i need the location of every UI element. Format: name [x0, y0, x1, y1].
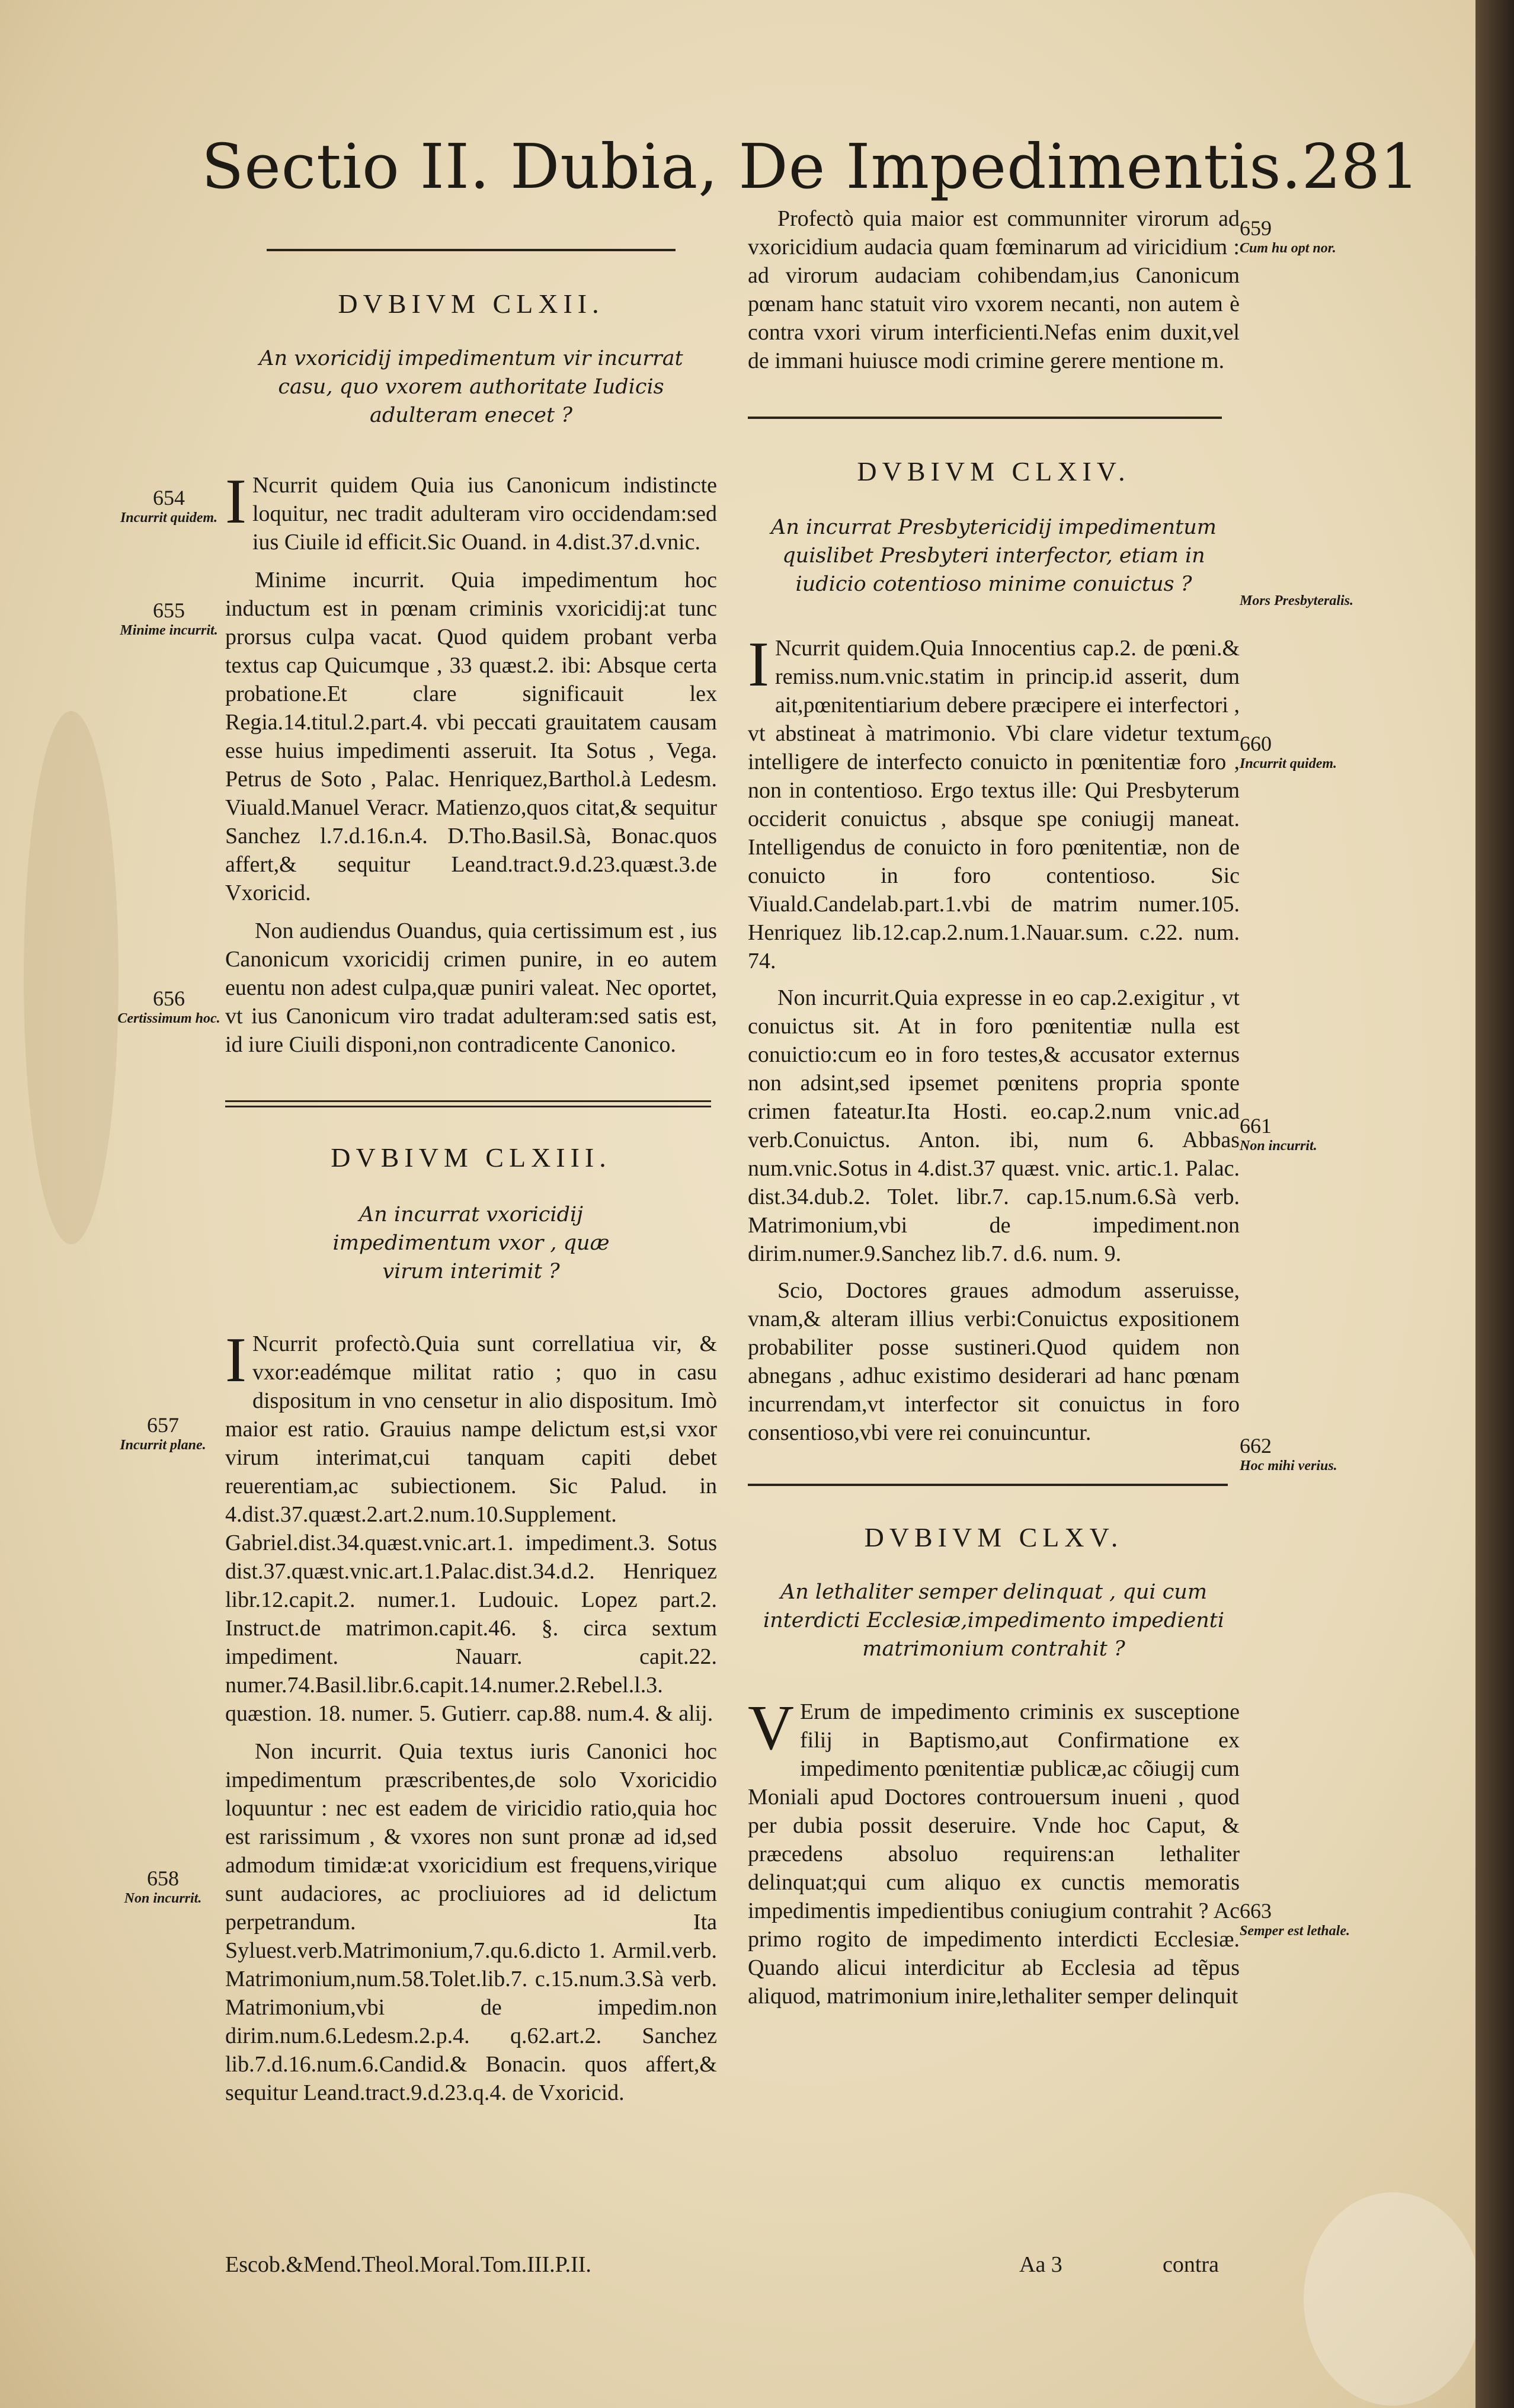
dubium-heading: DVBIVM CLXIII.	[331, 1142, 612, 1173]
dubium-164	[748, 456, 1240, 1447]
drop-cap: V	[748, 1693, 794, 1763]
book-edge	[1475, 0, 1514, 2408]
margin-note: 663 Semper est lethale.	[1240, 1899, 1350, 1939]
margin-note: 658 Non incurrit.	[124, 1866, 202, 1906]
dubium-question: An incurrat Presbytericidij impedimentum quislibet Presbyteri interfector, etiam in iudicio cotentioso minime conuictus ?	[771, 515, 1217, 596]
dubium-body	[225, 466, 717, 1059]
section-rule	[748, 417, 1222, 419]
margin-note: 662 Hoc mihi verius.	[1240, 1434, 1337, 1474]
paragraph: Erum de impedimento criminis ex susceptione filij in Baptismo,aut Confirmatione ex impedimento pœnitentiæ publicæ,ac cõiugij cum Moniali apud Doctores controuersum inueni , quod per dubia possit deseruire. Vnde hoc Caput, & præcedens absoluo requirens:an lethaliter delinquat;qui cum aliquo ex cunctis memoratis impedimentis impedientibus coniugium contrahit ? Ac primo rogito de impedimento interdicti Ecclesiæ. Quando alicui interdicitur ab Ecclesia ad tẽpus aliquod, matrimonium inire,lethaliter semper delinquit	[748, 1699, 1240, 2009]
left-column	[225, 231, 717, 2107]
margin-note: 660 Incurrit quidem.	[1240, 732, 1337, 771]
drop-cap: I	[225, 1325, 247, 1395]
margin-note: 655 Minime incurrit.	[120, 598, 218, 638]
drop-cap: I	[748, 629, 769, 700]
drop-cap: I	[225, 466, 247, 537]
paragraph: Non incurrit. Quia textus iuris Canonici hoc impedimentum præscribentes,de solo Vxoricidio loquuntur : nec est eadem de viricidio ratio,quia hoc est rarissimum , & vxores non sunt pronæ ad id,sed admodum timidæ:at vxoricidium est frequens,virique sunt audaciores, ac procliuiores ad id delictum perpetrandum. Ita Syluest.verb.Matrimonium,7.qu.6.dicto 1. Armil.verb. Matrimonium,num.58.Tolet.lib.7. c.15.num.3.Sà verb. Matrimonium,vbi de impedim.non dirim.num.6.Ledesm.2.p.4. q.62.art.2. Sanchez lib.7.d.16.num.6.Candid.& Bonacin. quos affert,& sequitur Leand.tract.9.d.23.q.4. de Vxoricid.	[225, 1739, 717, 2105]
paragraph: Minime incurrit. Quia impedimentum hoc inductum est in pœnam criminis vxoricidij:at tunc prorsus culpa vacat. Quod quidem probant verba textus cap Quicumque , 33 quæst.2. ibi: Absque certa probatione.Et clare significauit lex Regia.14.titul.2.part.4. vbi peccati grauitatem causam esse huius impedimenti asseruit. Ita Sotus , Vega. Petrus de Soto , Palac. Henriquez,Barthol.à Ledesm. Viuald.Manuel Veracr. Matienzo,quos citat,& sequitur Sanchez l.7.d.16.n.4. D.Tho.Basil.Sà, Bonac.quos affert,& sequitur Leand.tract.9.d.23.quæst.3.de Vxoricid.	[225, 568, 717, 905]
paragraph: Profectò quia maior est communniter virorum ad vxoricidium audacia quam fœminarum ad viricidium : ad virorum audaciam cohibendam,ius Canonicum pœnam hanc statuit viro vxorem necanti, non autem è contra vxori virum interficienti.Nefas enim duxit,vel de immani huiusce modi crimine gerere mentione m.	[748, 206, 1240, 373]
dubium-body	[748, 629, 1240, 1447]
catchword: contra	[1163, 2252, 1219, 2277]
dubium-heading: DVBIVM CLXIV.	[857, 456, 1131, 486]
section-rule	[267, 249, 676, 251]
paragraph: Non audiendus Ouandus, quia certissimum est , ius Canonicum vxoricidij crimen punire, in eo autem euentu non adest culpa,quæ puniri valeat. Nec oportet, vt ius Canonicum viro tradat adulteram:sed satis est, id iure Ciuili disponi,non contradicente Canonico.	[225, 918, 717, 1057]
margin-note: Mors Presbyteralis.	[1240, 593, 1353, 609]
signature-mark: Aa 3	[1019, 2252, 1062, 2277]
dubium-question: An vxoricidij impedimentum vir incurrat casu, quo vxorem authoritate Iudicis adulteram enecet ?	[259, 347, 683, 427]
margin-note: 654 Incurrit quidem.	[120, 486, 218, 526]
margin-note: 656 Certissimum hoc.	[117, 987, 220, 1026]
dubium-question: An lethaliter semper delinquat , qui cum interdicti Ecclesiæ,impedimento impedienti matrimonium contrahit ?	[763, 1580, 1225, 1661]
margin-note: 659 Cum hu opt nor.	[1240, 216, 1336, 256]
paragraph: Ncurrit profectò.Quia sunt correllatiua vir, & vxor:eadémque militat ratio ; quo in casu dispositum in vno censetur in alio dispositum. Imò maior est ratio. Grauius nampe delictum est,si vxor virum interimat,cui tanquam capiti debet reuerentiam,ac subiectionem. Sic Palud. in 4.dist.37.quæst.2.art.2.num.10.Supplement. Gabriel.dist.34.quæst.vnic.art.1. impediment.3. Sotus dist.37.quæst.vnic.art.1.Palac.dist.34.d.2. Henriquez libr.12.capit.2. numer.1. Ludouic. Lopez part.2. Instruct.de matrimon.capit.46. §. circa sextum impediment. Nauarr. capit.22. numer.74.Basil.libr.6.capit.14.numer.2.Rebel.l.3. quæstion. 18. numer. 5. Gutierr. cap.88. num.4. & alij.	[225, 1331, 717, 1726]
dubium-body	[225, 1325, 717, 2107]
right-column	[748, 204, 1240, 2010]
dubium-heading: DVBIVM CLXII.	[338, 289, 604, 319]
paragraph: Scio, Doctores graues admodum asseruisse, vnam,& alteram illius verbi:Conuictus expositionem probabiliter posse sustineri.Quod quidem non abnegans , adhuc existimo desiderari ad hanc pœnam incurrendam,vt interfector sit conuictus in foro consentioso,vbi vere rei conuincuntur.	[748, 1278, 1240, 1445]
footer-imprint: Escob.&Mend.Theol.Moral.Tom.III.P.II.	[225, 2252, 591, 2277]
dubium-165	[748, 1522, 1240, 2010]
dubium-163	[225, 1142, 717, 2107]
page-number: 281	[1301, 130, 1420, 203]
dubium-question: An incurrat vxoricidij impedimentum vxor , quæ virum interimit ?	[332, 1203, 610, 1283]
margin-note: 661 Non incurrit.	[1240, 1114, 1317, 1154]
running-title: Sectio II. Dubia, De Impedimentis.	[201, 130, 1302, 203]
section-rule	[748, 1484, 1228, 1486]
paragraph: Non incurrit.Quia expresse in eo cap.2.exigitur , vt conuictus sit. At in foro pœnitentiæ nulla est conuictio:cum eo in foro testes,& accusator externus non adsint,sed ipsemet pœnitens propria sponte crimen fateatur.Ita Hosti. eo.cap.2.num vnic.ad verb.Conuictus. Anton. ibi, num 6. Abbas num.vnic.Sotus in 4.dist.37 quæst. vnic. artic.1. Palac. dist.34.dub.2. Tolet. libr.7. cap.15.num.6.Sà verb. Matrimonium,vbi de impediment.non dirim.numer.9.Sanchez lib.7. d.6. num. 9.	[748, 985, 1240, 1266]
paragraph: Ncurrit quidem Quia ius Canonicum indistincte loquitur, nec tradit adulteram viro occidendam:sed ius Ciuile id efficit.Sic Ouand. in 4.dist.37.d.vnic.	[252, 473, 717, 555]
dubium-body	[748, 1693, 1240, 2010]
dubium-heading: DVBIVM CLXV.	[864, 1522, 1124, 1552]
paragraph: Ncurrit quidem.Quia Innocentius cap.2. de pœni.& remiss.num.vnic.statim in princip.id asserit, dum ait,pœnitentiarium debere præcipere ei interfectori , vt abstineat à matrimonio. Vbi clare videtur textum intelligere de interfecto conuicto in pœnitentiæ foro , non in contentioso. Ergo textus ille: Qui Presbyterum occiderit conuictus , absque spe coniugij maneat. Intelligendus de conuicto in foro pœnitentiæ, non de conuicto in foro contentioso. Sic Viuald.Candelab.part.1.vbi de matrim numer.105. Henriquez lib.12.cap.2.num.1.Nauar.sum. c.22. num. 74.	[748, 636, 1240, 974]
section-rule	[225, 1100, 711, 1107]
margin-note: 657 Incurrit plane.	[120, 1413, 206, 1453]
dubium-162	[225, 288, 717, 1059]
